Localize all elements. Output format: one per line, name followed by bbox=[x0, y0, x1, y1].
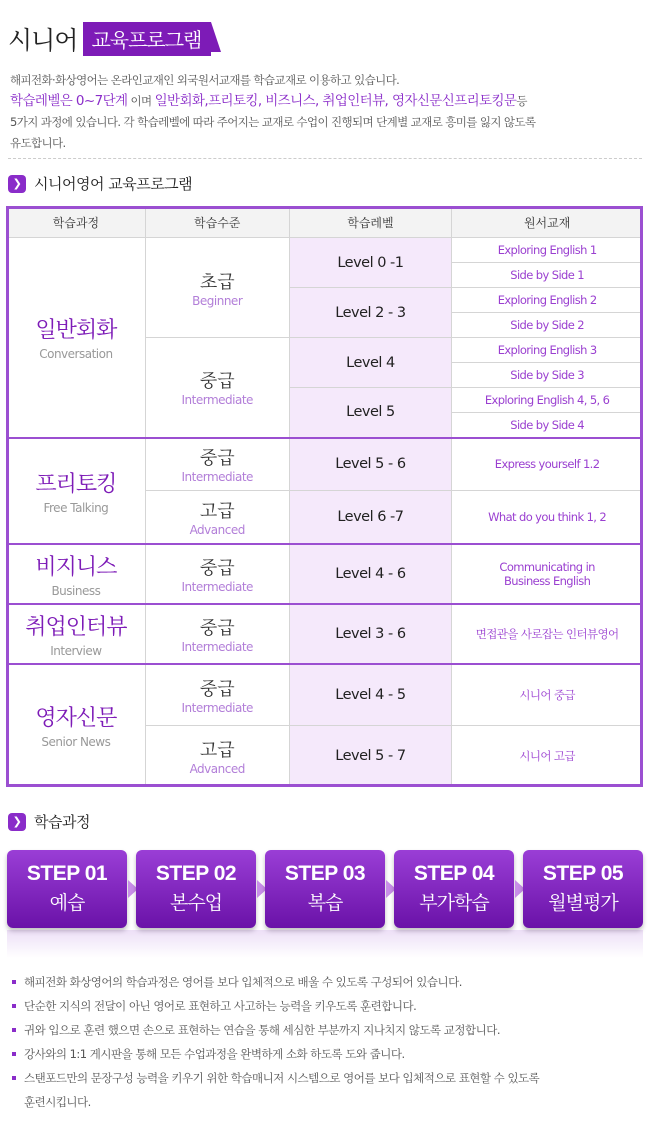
step-name: 복습 bbox=[307, 892, 343, 914]
level-cell: Level 0 -1 bbox=[289, 238, 452, 288]
step-flow bbox=[7, 850, 643, 930]
step-name: 부가학습 bbox=[419, 892, 489, 914]
step-02 bbox=[136, 850, 256, 928]
list-item: 해피전화 화상영어의 학습과정은 영어를 보다 입체적으로 배울 수 있도록 구성되어 있습니다. bbox=[12, 970, 642, 994]
level-cell: Level 4 - 6 bbox=[289, 544, 452, 604]
grade-name: 고급 bbox=[199, 740, 235, 761]
grade-name: 중급 bbox=[199, 678, 235, 700]
step-01 bbox=[7, 850, 127, 928]
list-item: 강사와의 1:1 게시판을 통해 모든 수업과정을 완벽하게 소화 하도록 도와 줍니다. bbox=[12, 1042, 642, 1066]
course-name: 취업인터뷰 bbox=[25, 614, 127, 640]
step-number: STEP 05 bbox=[542, 862, 624, 885]
grade-name-en: Intermediate bbox=[181, 639, 253, 654]
textbook-cell: Side by Side 2 bbox=[452, 313, 643, 338]
intro-line-2 bbox=[10, 91, 640, 112]
step-name: 본수업 bbox=[169, 892, 223, 914]
textbook-cell: What do you think 1, 2 bbox=[452, 491, 643, 544]
step-number: STEP 02 bbox=[155, 862, 237, 885]
grade-name-en: Intermediate bbox=[181, 470, 253, 485]
intro-text bbox=[10, 70, 640, 154]
step-reflection bbox=[7, 930, 643, 958]
course-free-talking bbox=[7, 438, 146, 544]
grade-name: 중급 bbox=[199, 557, 235, 579]
grade-beginner bbox=[145, 238, 289, 338]
list-item: 스탠포드만의 문장구성 능력을 키우기 위한 학습매니저 시스템으로 영어를 보다 입체적으로 표현할 수 있도록 bbox=[12, 1066, 642, 1090]
grade-intermediate bbox=[145, 544, 289, 604]
table-row bbox=[7, 438, 643, 491]
grade-name-en: Beginner bbox=[192, 293, 243, 308]
course-name-en: Interview bbox=[50, 643, 102, 658]
grade-name: 중급 bbox=[199, 448, 235, 470]
textbook-cell: Exploring English 4, 5, 6 bbox=[452, 388, 643, 413]
textbook-line: Communicating in bbox=[499, 559, 595, 574]
grade-intermediate bbox=[145, 438, 289, 491]
table-row bbox=[7, 238, 643, 263]
level-cell: Level 3 - 6 bbox=[289, 604, 452, 664]
table-header-row bbox=[7, 207, 643, 238]
intro-line-4: 유도합니다. bbox=[10, 136, 66, 150]
course-name: 비지니스 bbox=[35, 554, 117, 580]
list-item-continuation: 훈련시킵니다. bbox=[24, 1095, 91, 1109]
grade-intermediate bbox=[145, 664, 289, 726]
step-05 bbox=[523, 850, 643, 928]
course-name-en: Business bbox=[51, 583, 101, 598]
section-title: 시니어영어 교육프로그램 bbox=[34, 175, 193, 193]
grade-name: 중급 bbox=[199, 371, 235, 393]
title-badge: 교육프로그램 bbox=[83, 22, 211, 56]
chevron-right-icon: ❯ bbox=[8, 175, 26, 193]
page-title bbox=[8, 22, 211, 56]
intro-highlight-courses: 일반회화,프리토킹, 비즈니스, 취업인터뷰, 영자신문신프리토킹문 bbox=[154, 93, 517, 109]
grade-intermediate bbox=[145, 338, 289, 438]
textbook-cell: Side by Side 1 bbox=[452, 263, 643, 288]
table-row bbox=[7, 604, 643, 664]
grade-name-en: Intermediate bbox=[181, 393, 253, 408]
grade-intermediate bbox=[145, 604, 289, 664]
level-cell: Level 6 -7 bbox=[289, 491, 452, 544]
textbook-cell: Side by Side 3 bbox=[452, 363, 643, 388]
table-row bbox=[7, 544, 643, 604]
course-name: 프리토킹 bbox=[35, 471, 117, 497]
course-interview bbox=[7, 604, 146, 664]
course-general bbox=[7, 238, 146, 438]
textbook-line: Business English bbox=[503, 573, 591, 588]
step-name: 예습 bbox=[49, 892, 85, 914]
grade-name: 고급 bbox=[199, 500, 235, 522]
step-number: STEP 03 bbox=[284, 862, 366, 885]
step-04 bbox=[394, 850, 514, 928]
textbook-cell: Exploring English 3 bbox=[452, 338, 643, 363]
header-course: 학습과정 bbox=[7, 207, 146, 238]
section-title: 학습과정 bbox=[34, 813, 90, 831]
textbook-cell: Side by Side 4 bbox=[452, 413, 643, 438]
textbook-cell: Exploring English 1 bbox=[452, 238, 643, 263]
intro-line-3: 5가지 과정에 있습니다. 각 학습레벨에 따라 주어지는 교재로 수업이 진행되며 단계별 교재로 흥미를 잃지 않도록 bbox=[10, 115, 536, 129]
intro-line-1: 해피전화·화상영어는 온라인교재인 외국원서교재를 학습교재로 이용하고 있습니다. bbox=[10, 73, 400, 87]
grade-name: 중급 bbox=[199, 617, 235, 639]
course-name: 영자신문 bbox=[35, 706, 117, 732]
grade-name: 초급 bbox=[199, 271, 235, 293]
textbook-cell bbox=[452, 544, 643, 604]
step-03 bbox=[265, 850, 385, 928]
list-item: 단순한 지식의 전달이 아닌 영어로 표현하고 사고하는 능력을 키우도록 훈련합니다. bbox=[12, 994, 642, 1018]
grade-name-en: Intermediate bbox=[181, 700, 253, 715]
section-heading-process bbox=[8, 811, 90, 832]
header-level: 학습레벨 bbox=[289, 207, 452, 238]
textbook-cell: 시니어 중급 bbox=[452, 664, 643, 726]
divider bbox=[8, 158, 642, 159]
program-table bbox=[6, 206, 643, 787]
table-row bbox=[7, 664, 643, 726]
step-name: 월별평가 bbox=[548, 892, 618, 914]
section-heading-program bbox=[8, 173, 192, 194]
step-number: STEP 01 bbox=[26, 862, 108, 885]
intro-highlight-levels: 학습레벨은 0~7단계 bbox=[10, 93, 128, 109]
course-senior-news bbox=[7, 664, 146, 787]
level-cell: Level 5 bbox=[289, 388, 452, 438]
course-business bbox=[7, 544, 146, 604]
course-name-en: Conversation bbox=[39, 347, 113, 362]
level-cell: Level 5 - 7 bbox=[289, 726, 452, 787]
level-cell: Level 2 - 3 bbox=[289, 288, 452, 338]
grade-name-en: Advanced bbox=[189, 522, 245, 537]
header-textbook: 원서교재 bbox=[452, 207, 643, 238]
step-number: STEP 04 bbox=[413, 862, 495, 885]
intro-mid: 이며 bbox=[127, 94, 155, 108]
chevron-right-icon: ❯ bbox=[8, 813, 26, 831]
course-name-en: Senior News bbox=[41, 735, 111, 750]
notes-list bbox=[12, 970, 642, 1114]
textbook-cell: Exploring English 2 bbox=[452, 288, 643, 313]
list-item: 귀와 입으로 훈련 했으면 손으로 표현하는 연습을 통해 세심한 부분까지 지나치지 않도록 교정합니다. bbox=[12, 1018, 642, 1042]
grade-name-en: Advanced bbox=[189, 762, 245, 776]
course-name-en: Free Talking bbox=[43, 500, 109, 515]
grade-advanced bbox=[145, 491, 289, 544]
grade-name-en: Intermediate bbox=[181, 579, 253, 594]
level-cell: Level 4 - 5 bbox=[289, 664, 452, 726]
textbook-cell: Express yourself 1.2 bbox=[452, 438, 643, 491]
textbook-cell: 시니어 고급 bbox=[452, 726, 643, 787]
title-main: 시니어 bbox=[8, 26, 78, 55]
level-cell: Level 5 - 6 bbox=[289, 438, 452, 491]
level-cell: Level 4 bbox=[289, 338, 452, 388]
textbook-cell: 면접관을 사로잡는 인터뷰영어 bbox=[452, 604, 643, 664]
header-level-grade: 학습수준 bbox=[145, 207, 289, 238]
intro-end: 등 bbox=[516, 94, 527, 108]
course-name: 일반회화 bbox=[35, 318, 117, 344]
grade-advanced bbox=[145, 726, 289, 787]
